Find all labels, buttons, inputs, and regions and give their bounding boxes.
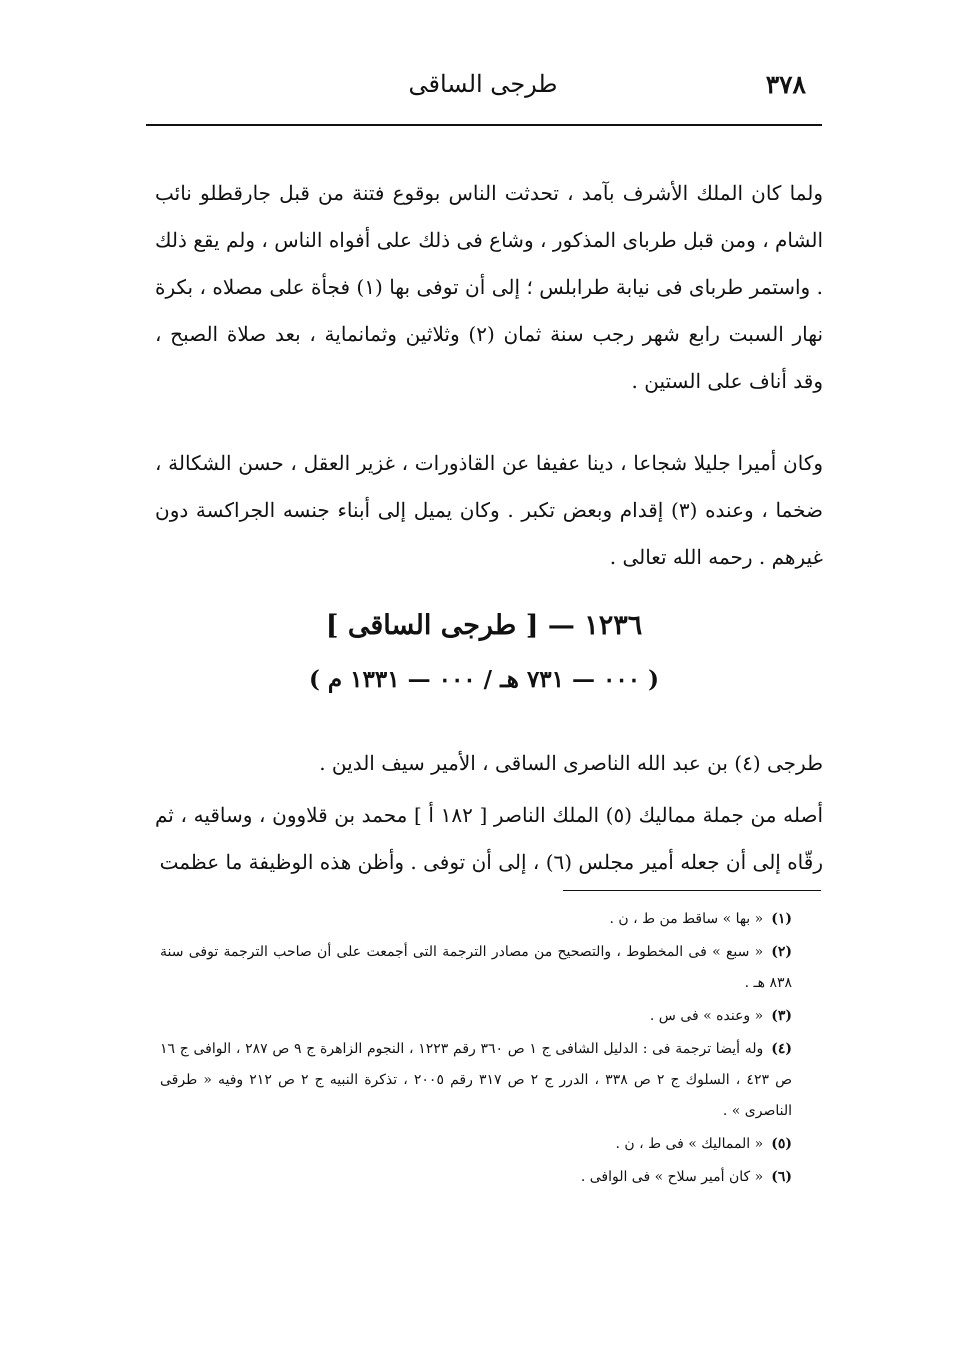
footnote-text: « بها » ساقط من ط ، ن . xyxy=(609,911,764,927)
footnote-6 xyxy=(160,1162,792,1193)
footnote-4 xyxy=(160,1034,792,1127)
footnote-text: « المماليك » فى ط ، ن . xyxy=(615,1136,764,1152)
footnote-number: (٣) xyxy=(771,1008,792,1024)
paragraph-1: ولما كان الملك الأشرف بآمد ، تحدثت الناس بوقوع فتنة من قبل جارقطلو نائب الشام ، ومن قبل طرباى المذكور ، وشاع فى ذلك على أفواه الناس ، ولم يقع ذلك . واستمر طرباى فى نيابة طرابلس ؛ إلى أن توفى بها (١) فجأة على مصلاه ، بكرة نهار السبت رابع شهر رجب سنة ثمان (٢) وثلاثين وثمانماية ، بعد صلاة الصبح ، وقد أناف على الستين . xyxy=(155,181,824,393)
footnote-1 xyxy=(160,904,792,935)
footnote-rule xyxy=(563,890,821,891)
footnote-text: « كان أمير سلاح » فى الوافى . xyxy=(580,1169,764,1185)
footnote-5 xyxy=(160,1129,792,1160)
footnote-number: (٥) xyxy=(771,1136,792,1152)
entry-dates: ( ٠٠٠ — ٧٣١ هـ / ٠٠٠ — ١٣٣١ م ) xyxy=(309,666,659,693)
page-number: ٣٧٨ xyxy=(765,70,806,99)
footnote-text: « سبع » فى المخطوط ، والتصحيح من مصادر الترجمة التى أجمعت على أن صاحب الترجمة توفى سنة ٨٣٨ هـ . xyxy=(160,944,792,991)
entry-heading: ١٢٣٦ — [ طرجى الساقى ] xyxy=(325,610,643,641)
paragraph-2: وكان أميرا جليلا شجاعا ، دينا عفيفا عن القاذورات ، غزير العقل ، حسن الشكالة ، ضخما ، وعنده (٣) إقدام وبعض تكبر . وكان يميل إلى أبناء جنسه الجراكسة دون غيرهم . رحمه الله تعالى . xyxy=(155,451,824,569)
footnote-text: وله أيضا ترجمة فى : الدليل الشافى ج ١ ص ٣٦٠ رقم ١٢٢٣ ، النجوم الزاهرة ج ٩ ص ٢٨٧ ، الوافى ج ١٦ ص ٤٢٣ ، السلوك ج ٢ ص ٣٣٨ ، الدرر ج ٢ ص ٣١٧ رقم ٢٠٠٥ ، تذكرة النبيه ج ٢ ص ٢١٢ وفيه « طرقى الناصرى » . xyxy=(160,1041,793,1119)
footnote-2 xyxy=(160,937,792,999)
footnotes xyxy=(160,904,792,1195)
running-title: طرجى الساقى xyxy=(408,70,558,98)
footnote-number: (٦) xyxy=(771,1169,792,1185)
entry-paragraph-1: طرجى (٤) بن عبد الله الناصرى الساقى ، الأمير سيف الدين . xyxy=(319,751,823,775)
footnote-number: (١) xyxy=(771,911,792,927)
page-header xyxy=(146,64,820,108)
footnote-number: (٢) xyxy=(771,944,792,960)
footnote-number: (٤) xyxy=(771,1041,793,1057)
header-rule xyxy=(146,124,822,126)
entry-paragraph-2: أصله من جملة مماليك (٥) الملك الناصر [ ١٨٢ أ ] محمد بن قلاوون ، وساقيه ، ثم رقّاه إلى أن جعله أمير مجلس (٦) ، إلى أن توفى . وأظن هذه الوظيفة ما عظمت xyxy=(155,803,823,874)
footnote-text: « وعنده » فى س . xyxy=(649,1008,764,1024)
footnote-3 xyxy=(160,1001,792,1032)
